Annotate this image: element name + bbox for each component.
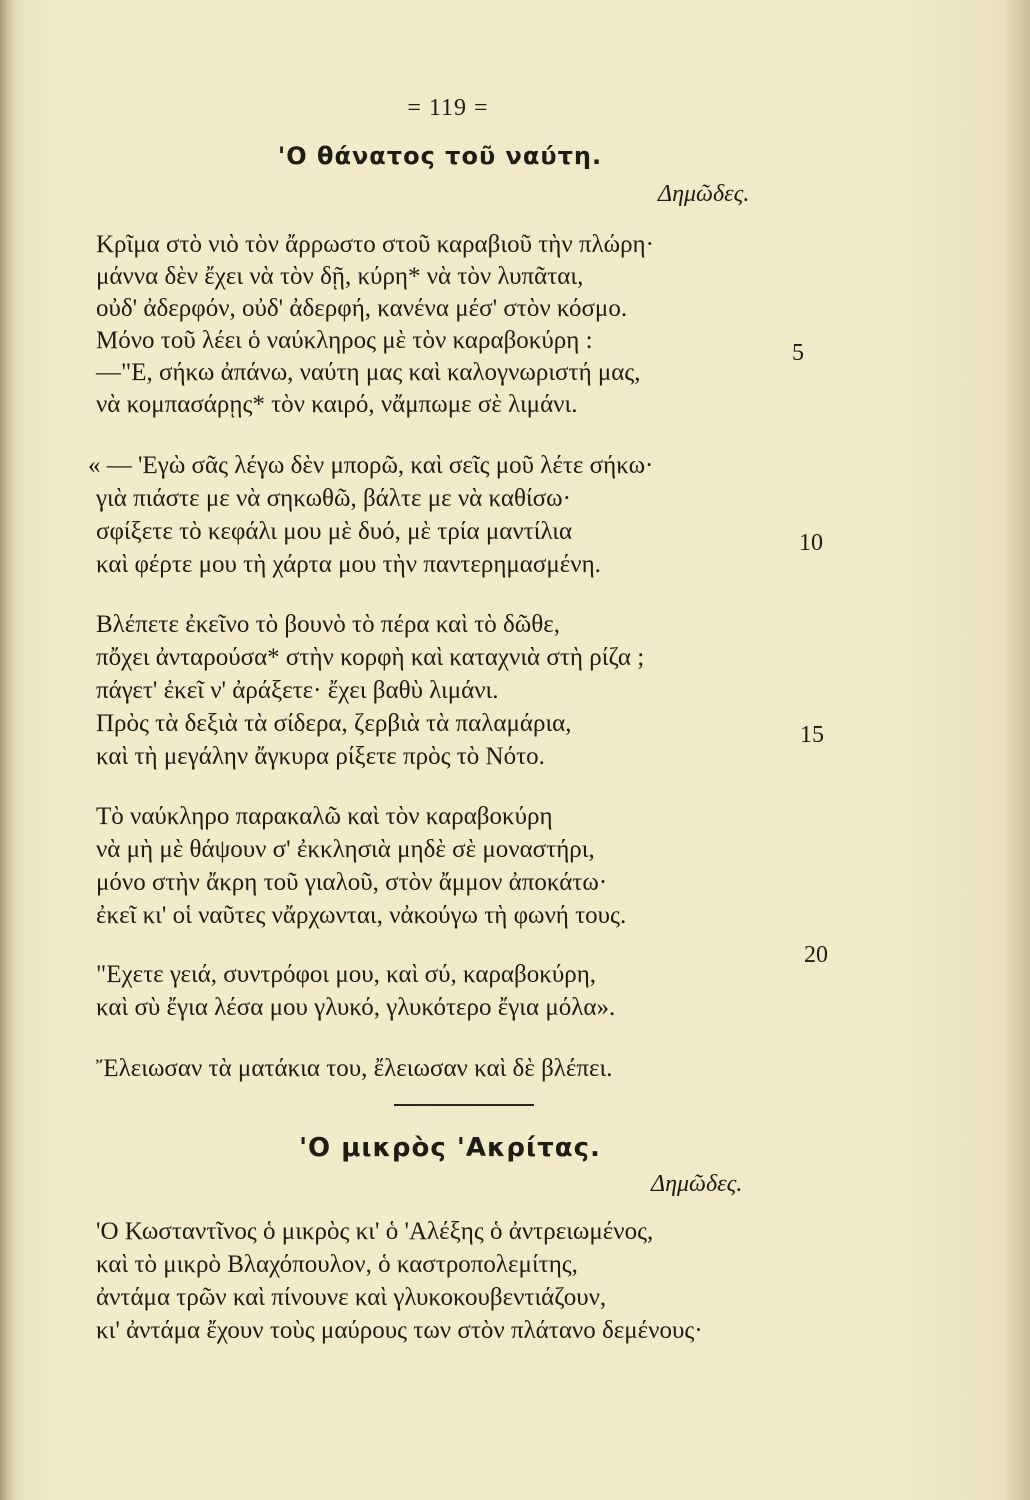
- poem1-line-2: μάννα δὲν ἔχει νὰ τὸν δῇ, κύρη* νὰ τὸν λυπᾶται,: [96, 263, 584, 290]
- poem1-line-13: πάγετ' ἐκεῖ ν' ἀράξετε· ἔχει βαθὺ λιμάνι.: [96, 677, 499, 704]
- poem1-line-9: σφίξετε τὸ κεφάλι μου μὲ δυό, μὲ τρία μαντίλια: [96, 518, 573, 545]
- poem1-line-8: γιὰ πιάστε με νὰ σηκωθῶ, βάλτε με νὰ καθίσω·: [96, 485, 571, 512]
- poem-genre-2: Δημῶδες.: [651, 1171, 743, 1197]
- line-number-20: 20: [804, 942, 828, 968]
- poem-title-little-akritas: 'Ο μικρὸς 'Ακρίτας.: [299, 1133, 601, 1163]
- poem1-line-11: Βλέπετε ἐκεῖνο τὸ βουνὸ τὸ πέρα καὶ τὸ δῶθε,: [96, 611, 560, 638]
- poem1-line-18: μόνο στὴν ἄκρη τοῦ γιαλοῦ, στὸν ἄμμον ἀποκάτω·: [96, 869, 608, 896]
- poem1-line-5: —"Ε, σήκω ἀπάνω, ναύτη μας καὶ καλογνωριστή μας,: [96, 359, 641, 386]
- poem1-line-19: ἐκεῖ κι' οἱ ναῦτες νἄρχωνται, νἀκούγω τὴ φωνή τους.: [96, 902, 627, 929]
- poem1-line-3: οὐδ' ἀδερφόν, οὐδ' ἀδερφή, κανένα μέσ' στὸν κόσμο.: [96, 295, 628, 322]
- poem-title-death-of-sailor: 'Ο θάνατος τοῦ ναύτη.: [277, 142, 603, 170]
- poem1-line-15: καὶ τὴ μεγάλην ἄγκυρα ρίξετε πρὸς τὸ Νότο.: [96, 743, 545, 770]
- poem1-line-12: πὄχει ἀνταρούσα* στὴν κορφὴ καὶ καταχνιὰ στὴ ρίζα ;: [96, 644, 645, 671]
- poem1-line-6: νὰ κομπασάρῃς* τὸν καιρό, νἄμπωμε σὲ λιμάνι.: [96, 391, 578, 418]
- poem1-line-7: « — 'Εγὼ σᾶς λέγω δὲν μπορῶ, καὶ σεῖς μοῦ λέτε σήκω·: [88, 452, 654, 479]
- poem2-line-2: καὶ τὸ μικρὸ Βλαχόπουλον, ὁ καστροπολεμίτης,: [96, 1251, 578, 1278]
- poem1-line-22: Ἔλειωσαν τὰ ματάκια του, ἔλειωσαν καὶ δὲ βλέπει.: [96, 1055, 613, 1082]
- poem1-line-21: καὶ σὺ ἔγια λέσα μου γλυκό, γλυκότερο ἔγια μόλα».: [96, 994, 616, 1021]
- page-number: = 119 =: [407, 95, 489, 121]
- poem2-line-3: ἀντάμα τρῶν καὶ πίνουνε καὶ γλυκοκουβεντιάζουν,: [96, 1284, 607, 1311]
- poem1-line-1: Κρῖμα στὸ νιὸ τὸν ἄρρωστο στοῦ καραβιοῦ τὴν πλώρη·: [96, 231, 654, 258]
- poem1-line-10: καὶ φέρτε μου τὴ χάρτα μου τὴν παντερημασμένη.: [96, 551, 601, 578]
- poem1-line-4: Μόνο τοῦ λέει ὁ ναύκληρος μὲ τὸν καραβοκύρη :: [96, 327, 593, 354]
- line-number-5: 5: [792, 340, 804, 366]
- binding-shadow: [0, 0, 14, 1500]
- page-edge-shadow: [1004, 0, 1030, 1500]
- poem1-line-16: Τὸ ναύκληρο παρακαλῶ καὶ τὸν καραβοκύρη: [96, 803, 553, 830]
- poem1-line-14: Πρὸς τὰ δεξιὰ τὰ σίδερα, ζερβιὰ τὰ παλαμάρια,: [96, 710, 572, 737]
- poem2-line-1: 'Ο Κωσταντῖνος ὁ μικρὸς κι' ὁ 'Αλέξης ὁ ἀντρειωμένος,: [96, 1218, 654, 1245]
- line-number-15: 15: [800, 722, 824, 748]
- poem1-line-20: "Εχετε γειά, συντρόφοι μου, καὶ σύ, καραβοκύρη,: [96, 961, 597, 988]
- section-divider: [394, 1104, 534, 1106]
- poem1-line-17: νὰ μὴ μὲ θάψουν σ' ἐκκλησιὰ μηδὲ σὲ μοναστήρι,: [96, 836, 595, 863]
- poem2-line-4: κι' ἀντάμα ἔχουν τοὺς μαύρους των στὸν πλάτανο δεμένους·: [96, 1317, 703, 1344]
- poem-genre-1: Δημῶδες.: [658, 181, 750, 207]
- line-number-10: 10: [799, 530, 823, 556]
